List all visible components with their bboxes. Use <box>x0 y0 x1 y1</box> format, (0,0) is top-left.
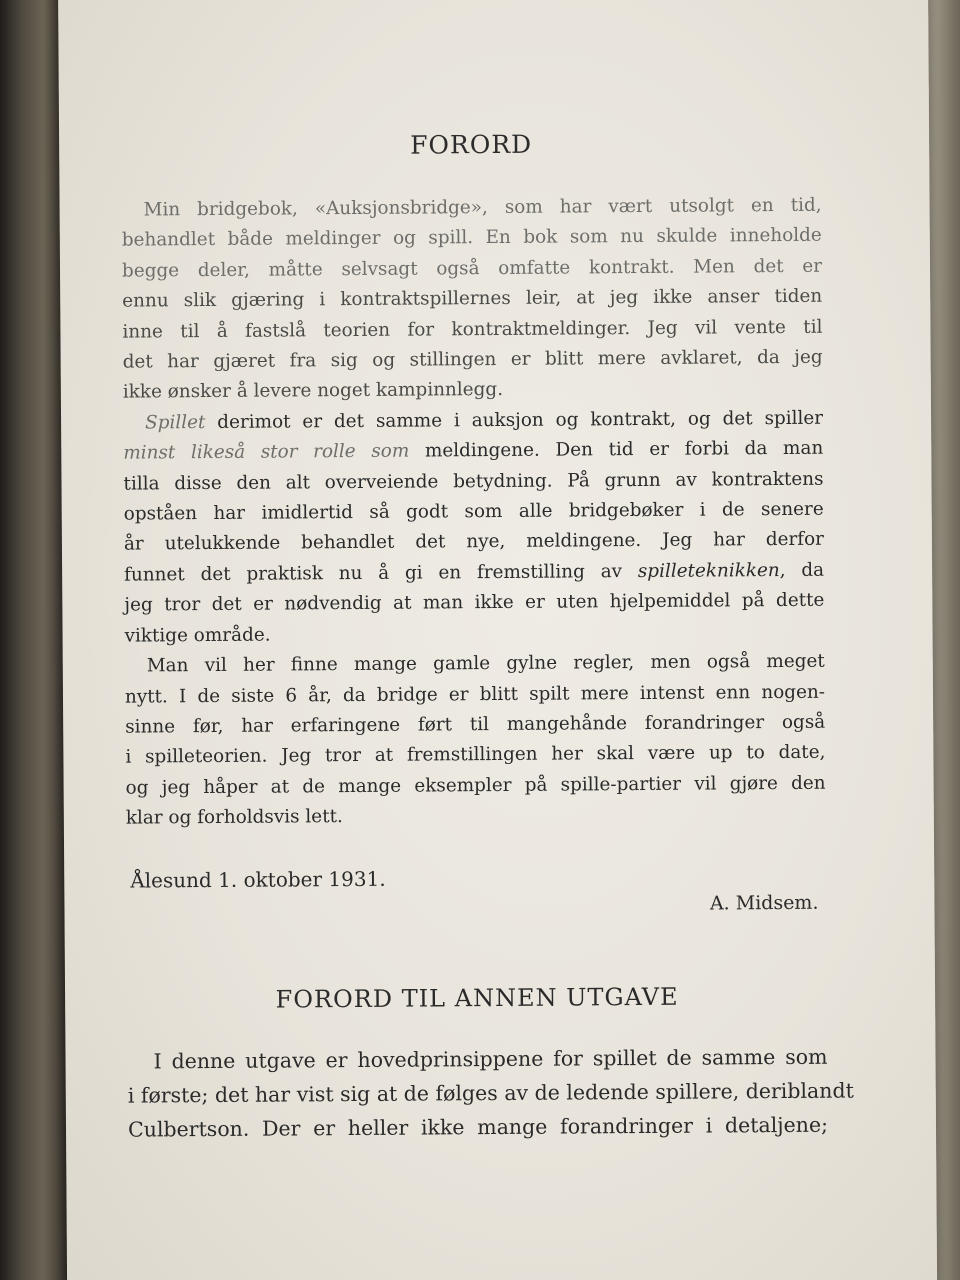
text-line: klar og forholdsvis lett. <box>125 806 343 829</box>
page-content <box>121 128 854 1146</box>
text-line: Min bridgebok, «Auksjonsbridge», som har vært utsolgt en tid, <box>143 194 822 221</box>
second-edition-heading: FORORD TIL ANNEN UTGAVE <box>275 982 679 1014</box>
text-line: tilla disse den alt overveiende betydning. På grunn av kontraktens <box>123 468 824 495</box>
text-line <box>123 434 823 469</box>
text-span: derimot er det samme i auksjon og kontrakt, og det spiller <box>205 407 824 433</box>
text-line: og jeg håper at de mange eksempler på spille-partier vil gjøre den <box>125 772 826 799</box>
text-line: I denne utgave er hovedprinsippene for spillet de samme som <box>153 1044 828 1073</box>
italic-text: minst likeså stor rolle som <box>123 440 410 464</box>
preface-paragraph-3 <box>125 647 826 834</box>
text-line: i spilleteorien. Jeg tror at fremstillingen her skal være up to date, <box>125 742 826 768</box>
text-line: opståen har imidlertid så godt som alle bridgebøker i de senere <box>123 498 824 525</box>
text-line: begge deler, måtte selvsagt også omfatte kontrakt. Men det er <box>121 255 823 282</box>
italic-text: spilleteknikken <box>637 559 780 582</box>
author-signature: A. Midsem. <box>709 891 819 915</box>
text-span: , da <box>779 559 825 581</box>
text-line: i første; det har vist sig at de følges av de ledende spillere, deriblandt <box>127 1078 854 1108</box>
preface-heading: FORORD <box>410 129 533 160</box>
text-span: meldingene. Den tid er forbi da man <box>409 437 824 462</box>
text-line: viktige område. <box>124 624 271 647</box>
place-date: Ålesund 1. oktober 1931. <box>130 866 386 893</box>
text-line: det har gjæret fra sig og stillingen er blitt mere avklaret, da jeg <box>122 346 823 373</box>
book-page <box>58 0 937 1280</box>
text-line: sinne før, har erfaringene ført til mangehånde forandringer også <box>125 711 826 738</box>
italic-text: Spillet <box>145 411 206 434</box>
second-edition-paragraph <box>127 1039 854 1146</box>
text-span: funnet det praktisk nu å gi en fremstilling av <box>124 560 638 586</box>
text-line: behandlet både meldinger og spill. En bok som nu skulde inneholde <box>121 225 822 252</box>
text-line: Culbertson. Der er heller ikke mange forandringer i detaljene; <box>127 1112 829 1142</box>
text-line <box>124 556 824 591</box>
preface-paragraph-2 <box>123 404 825 652</box>
text-line: år utelukkende behandlet det nye, meldingene. Jeg har derfor <box>123 529 824 556</box>
text-line: ikke ønsker å levere noget kampinnlegg. <box>122 379 504 404</box>
preface-paragraph-1 <box>121 191 822 409</box>
text-line: Man vil her finne mange gamle gylne regler, men også meget <box>146 650 825 677</box>
text-line: inne til å fastslå teorien for kontraktmeldinger. Jeg vil vente til <box>122 316 823 343</box>
text-line <box>123 404 823 439</box>
text-line: jeg tror det er nødvendig at man ikke er uten hjelpemiddel på dette <box>124 589 825 616</box>
text-line: nytt. I de siste 6 år, da bridge er blitt spilt mere intenst enn nogen- <box>124 681 826 708</box>
text-line: ennu slik gjæring i kontraktspillernes leir, at jeg ikke anser tiden <box>122 285 823 312</box>
